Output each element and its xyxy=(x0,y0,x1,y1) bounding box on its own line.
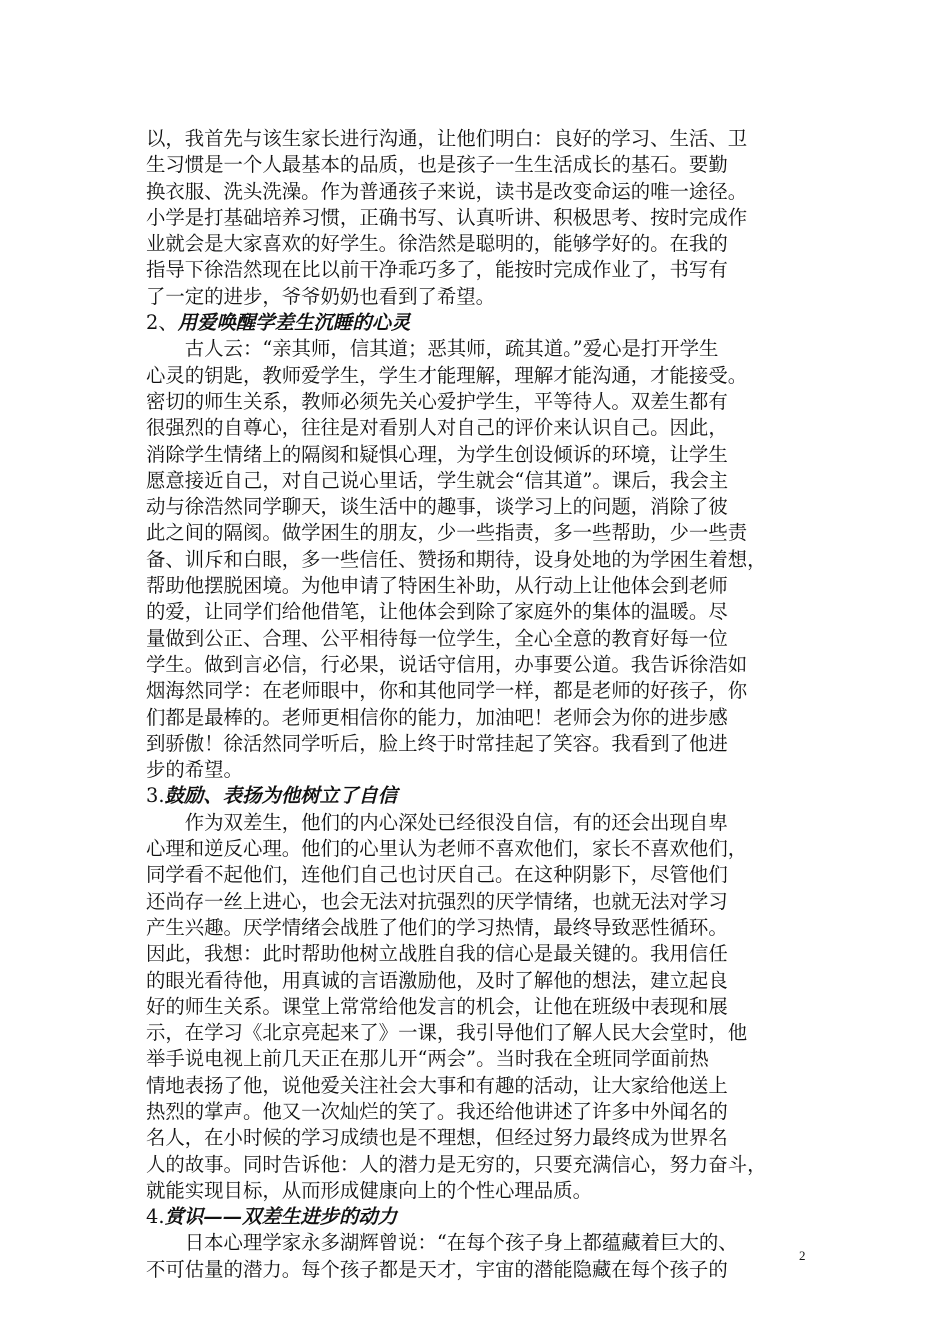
section-paragraph xyxy=(146,336,826,783)
text-line: 很强烈的自尊心，往往是对看别人对自己的评价来认识自己。因此， xyxy=(146,416,728,440)
text-line: 古人云：“亲其师，信其道；恶其师，疏其道。”爱心是打开学生 xyxy=(146,337,719,361)
section-number: 4. xyxy=(146,1205,165,1229)
text-line: 此之间的隔阂。做学困生的朋友，少一些指责，多一些帮助，少一些责 xyxy=(146,521,748,545)
text-line: 的爱，让同学们给他借笔，让他体会到除了家庭外的集体的温暖。尽 xyxy=(146,600,728,624)
document-body xyxy=(146,126,826,1283)
section-heading xyxy=(146,783,826,809)
text-line: 生习惯是一个人最基本的品质，也是孩子一生生活成长的基石。要勤 xyxy=(146,153,728,177)
section-heading xyxy=(146,1204,826,1230)
text-line: 学生。做到言必信，行必果，说话守信用，办事要公道。我告诉徐浩如 xyxy=(146,652,748,676)
text-line: 名人，在小时候的学习成绩也是不理想，但经过努力最终成为世界名 xyxy=(146,1126,728,1150)
section-paragraph xyxy=(146,810,826,1204)
text-line: 就能实现目标，从而形成健康向上的个性心理品质。 xyxy=(146,1178,592,1202)
text-line: 换衣服、洗头洗澡。作为普通孩子来说，读书是改变命运的唯一途径。 xyxy=(146,179,748,203)
text-line: 帮助他摆脱困境。为他申请了特困生补助，从行动上让他体会到老师 xyxy=(146,574,728,598)
text-line: 好的师生关系。课堂上常常给他发言的机会，让他在班级中表现和展 xyxy=(146,994,728,1018)
text-line: 作为双差生，他们的内心深处已经很没自信，有的还会出现自卑 xyxy=(146,810,728,834)
page-number: 2 xyxy=(799,1248,806,1263)
paragraph-continued xyxy=(146,126,826,310)
text-line: 情地表扬了他，说他爱关注社会大事和有趣的活动，让大家给他送上 xyxy=(146,1073,728,1097)
text-line: 产生兴趣。厌学情绪会战胜了他们的学习热情，最终导致恶性循环。 xyxy=(146,915,728,939)
text-line: 因此，我想：此时帮助他树立战胜自我的信心是最关键的。我用信任 xyxy=(146,942,728,966)
section-number: 2、 xyxy=(146,311,178,335)
text-line: 同学看不起他们，连他们自己也讨厌自己。在这种阴影下，尽管他们 xyxy=(146,863,728,887)
section-title: 赏识——双差生进步的动力 xyxy=(164,1205,398,1229)
text-line: 量做到公正、合理、公平相待每一位学生，全心全意的教育好每一位 xyxy=(146,626,728,650)
text-line: 密切的师生关系，教师必须先关心爱护学生，平等待人。双差生都有 xyxy=(146,389,728,413)
text-line: 烟海然同学：在老师眼中，你和其他同学一样，都是老师的好孩子，你 xyxy=(146,679,748,703)
text-line: 心理和逆反心理。他们的心里认为老师不喜欢他们，家长不喜欢他们， xyxy=(146,837,748,861)
text-line: 消除学生情绪上的隔阂和疑惧心理，为学生创设倾诉的环境，让学生 xyxy=(146,442,728,466)
text-line: 步的希望。 xyxy=(146,758,243,782)
text-line: 了一定的进步，爷爷奶奶也看到了希望。 xyxy=(146,284,496,308)
text-line: 还尚存一丝上进心，也会无法对抗强烈的厌学情绪，也就无法对学习 xyxy=(146,889,728,913)
text-line: 日本心理学家永多湖辉曾说：“在每个孩子身上都蕴藏着巨大的、 xyxy=(146,1231,738,1255)
section-number: 3. xyxy=(146,784,165,808)
text-line: 们都是最棒的。老师更相信你的能力，加油吧！老师会为你的进步感 xyxy=(146,705,728,729)
text-line: 示，在学习《北京亮起来了》一课，我引导他们了解人民大会堂时，他 xyxy=(146,1021,748,1045)
text-line: 愿意接近自己，对自己说心里话，学生就会“信其道”。课后，我会主 xyxy=(146,468,729,492)
text-line: 小学是打基础培养习惯，正确书写、认真听讲、积极思考、按时完成作 xyxy=(146,205,748,229)
section-title: 用爱唤醒学差生沉睡的心灵 xyxy=(177,311,411,335)
text-line: 业就会是大家喜欢的好学生。徐浩然是聪明的，能够学好的。在我的 xyxy=(146,232,728,256)
section-heading xyxy=(146,310,826,336)
text-line: 到骄傲！徐活然同学听后，脸上终于时常挂起了笑容。我看到了他进 xyxy=(146,731,728,755)
text-line: 热烈的掌声。他又一次灿烂的笑了。我还给他讲述了许多中外闻名的 xyxy=(146,1099,728,1123)
section-paragraph xyxy=(146,1230,826,1283)
text-line: 备、训斥和白眼，多一些信任、赞扬和期待，设身处地的为学困生着想， xyxy=(146,547,767,571)
text-line: 不可估量的潜力。每个孩子都是天才，宇宙的潜能隐藏在每个孩子的 xyxy=(146,1257,728,1281)
text-line: 心灵的钥匙，教师爱学生，学生才能理解，理解才能沟通，才能接受。 xyxy=(146,363,748,387)
text-line: 动与徐浩然同学聊天，谈生活中的趣事，谈学习上的问题，消除了彼 xyxy=(146,495,728,519)
text-line: 举手说电视上前几天正在那儿开“两会”。当时我在全班同学面前热 xyxy=(146,1047,709,1071)
text-line: 指导下徐浩然现在比以前干净乖巧多了，能按时完成作业了，书写有 xyxy=(146,258,728,282)
text-line: 以，我首先与该生家长进行沟通，让他们明白：良好的学习、生活、卫 xyxy=(146,127,748,150)
text-line: 的眼光看待他，用真诚的言语激励他，及时了解他的想法，建立起良 xyxy=(146,968,728,992)
section-title: 鼓励、表扬为他树立了自信 xyxy=(164,784,398,808)
text-line: 人的故事。同时告诉他：人的潜力是无穷的，只要充满信心，努力奋斗， xyxy=(146,1152,767,1176)
